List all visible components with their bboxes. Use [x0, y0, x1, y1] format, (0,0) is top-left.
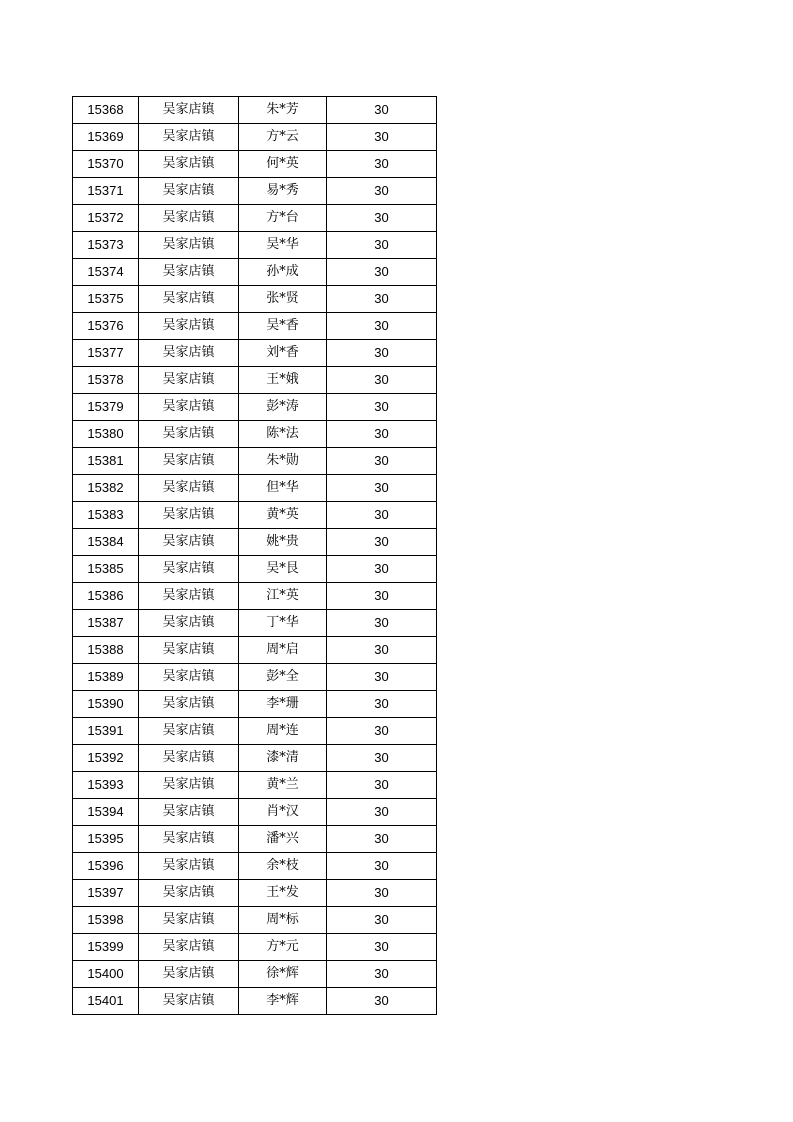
town-cell: 吴家店镇 [139, 664, 239, 691]
town-cell: 吴家店镇 [139, 772, 239, 799]
serial-number-cell: 15371 [73, 178, 139, 205]
person-name-cell: 但*华 [239, 475, 327, 502]
amount-cell: 30 [327, 610, 437, 637]
town-cell: 吴家店镇 [139, 907, 239, 934]
town-cell: 吴家店镇 [139, 988, 239, 1015]
table-row [73, 178, 437, 205]
amount-cell: 30 [327, 691, 437, 718]
table-row [73, 745, 437, 772]
town-cell: 吴家店镇 [139, 799, 239, 826]
town-cell: 吴家店镇 [139, 394, 239, 421]
town-cell: 吴家店镇 [139, 232, 239, 259]
amount-cell: 30 [327, 799, 437, 826]
amount-cell: 30 [327, 853, 437, 880]
person-name-cell: 彭*涛 [239, 394, 327, 421]
table-row [73, 637, 437, 664]
table-row [73, 394, 437, 421]
amount-cell: 30 [327, 961, 437, 988]
town-cell: 吴家店镇 [139, 637, 239, 664]
table-row [73, 205, 437, 232]
town-cell: 吴家店镇 [139, 475, 239, 502]
serial-number-cell: 15382 [73, 475, 139, 502]
amount-cell: 30 [327, 421, 437, 448]
serial-number-cell: 15379 [73, 394, 139, 421]
town-cell: 吴家店镇 [139, 583, 239, 610]
amount-cell: 30 [327, 286, 437, 313]
amount-cell: 30 [327, 259, 437, 286]
person-name-cell: 余*枝 [239, 853, 327, 880]
table-row [73, 853, 437, 880]
table-row [73, 799, 437, 826]
serial-number-cell: 15400 [73, 961, 139, 988]
table-row [73, 259, 437, 286]
serial-number-cell: 15384 [73, 529, 139, 556]
serial-number-cell: 15387 [73, 610, 139, 637]
person-name-cell: 张*贤 [239, 286, 327, 313]
person-name-cell: 江*英 [239, 583, 327, 610]
table-row [73, 475, 437, 502]
serial-number-cell: 15374 [73, 259, 139, 286]
person-name-cell: 王*娥 [239, 367, 327, 394]
table-row [73, 340, 437, 367]
person-name-cell: 方*元 [239, 934, 327, 961]
serial-number-cell: 15368 [73, 97, 139, 124]
serial-number-cell: 15372 [73, 205, 139, 232]
town-cell: 吴家店镇 [139, 610, 239, 637]
amount-cell: 30 [327, 97, 437, 124]
amount-cell: 30 [327, 664, 437, 691]
amount-cell: 30 [327, 880, 437, 907]
town-cell: 吴家店镇 [139, 448, 239, 475]
person-name-cell: 徐*辉 [239, 961, 327, 988]
amount-cell: 30 [327, 232, 437, 259]
town-cell: 吴家店镇 [139, 313, 239, 340]
table-row [73, 610, 437, 637]
town-cell: 吴家店镇 [139, 961, 239, 988]
table-row [73, 97, 437, 124]
serial-number-cell: 15383 [73, 502, 139, 529]
serial-number-cell: 15376 [73, 313, 139, 340]
town-cell: 吴家店镇 [139, 367, 239, 394]
person-name-cell: 孙*成 [239, 259, 327, 286]
amount-cell: 30 [327, 502, 437, 529]
amount-cell: 30 [327, 556, 437, 583]
amount-cell: 30 [327, 934, 437, 961]
serial-number-cell: 15389 [73, 664, 139, 691]
serial-number-cell: 15392 [73, 745, 139, 772]
person-name-cell: 易*秀 [239, 178, 327, 205]
person-name-cell: 朱*芳 [239, 97, 327, 124]
person-name-cell: 方*台 [239, 205, 327, 232]
person-name-cell: 方*云 [239, 124, 327, 151]
serial-number-cell: 15395 [73, 826, 139, 853]
amount-cell: 30 [327, 394, 437, 421]
serial-number-cell: 15369 [73, 124, 139, 151]
table-row [73, 826, 437, 853]
amount-cell: 30 [327, 151, 437, 178]
table-row [73, 448, 437, 475]
serial-number-cell: 15401 [73, 988, 139, 1015]
table-row [73, 961, 437, 988]
table-row [73, 583, 437, 610]
table-row [73, 988, 437, 1015]
town-cell: 吴家店镇 [139, 97, 239, 124]
serial-number-cell: 15377 [73, 340, 139, 367]
amount-cell: 30 [327, 529, 437, 556]
amount-cell: 30 [327, 205, 437, 232]
table-row [73, 691, 437, 718]
amount-cell: 30 [327, 448, 437, 475]
person-name-cell: 姚*贵 [239, 529, 327, 556]
serial-number-cell: 15390 [73, 691, 139, 718]
amount-cell: 30 [327, 583, 437, 610]
serial-number-cell: 15396 [73, 853, 139, 880]
person-name-cell: 黄*英 [239, 502, 327, 529]
data-table [72, 96, 437, 1015]
town-cell: 吴家店镇 [139, 745, 239, 772]
person-name-cell: 彭*全 [239, 664, 327, 691]
serial-number-cell: 15381 [73, 448, 139, 475]
town-cell: 吴家店镇 [139, 421, 239, 448]
person-name-cell: 何*英 [239, 151, 327, 178]
person-name-cell: 吴*华 [239, 232, 327, 259]
table-row [73, 529, 437, 556]
serial-number-cell: 15385 [73, 556, 139, 583]
person-name-cell: 潘*兴 [239, 826, 327, 853]
town-cell: 吴家店镇 [139, 178, 239, 205]
town-cell: 吴家店镇 [139, 934, 239, 961]
table-body [73, 97, 437, 1015]
town-cell: 吴家店镇 [139, 205, 239, 232]
person-name-cell: 吴*香 [239, 313, 327, 340]
person-name-cell: 吴*艮 [239, 556, 327, 583]
amount-cell: 30 [327, 637, 437, 664]
town-cell: 吴家店镇 [139, 286, 239, 313]
person-name-cell: 黄*兰 [239, 772, 327, 799]
table-row [73, 151, 437, 178]
amount-cell: 30 [327, 988, 437, 1015]
town-cell: 吴家店镇 [139, 151, 239, 178]
town-cell: 吴家店镇 [139, 502, 239, 529]
serial-number-cell: 15398 [73, 907, 139, 934]
serial-number-cell: 15375 [73, 286, 139, 313]
table-row [73, 367, 437, 394]
town-cell: 吴家店镇 [139, 691, 239, 718]
serial-number-cell: 15386 [73, 583, 139, 610]
town-cell: 吴家店镇 [139, 556, 239, 583]
table-row [73, 664, 437, 691]
person-name-cell: 周*连 [239, 718, 327, 745]
table-row [73, 880, 437, 907]
person-name-cell: 丁*华 [239, 610, 327, 637]
town-cell: 吴家店镇 [139, 853, 239, 880]
person-name-cell: 陈*法 [239, 421, 327, 448]
amount-cell: 30 [327, 745, 437, 772]
table-row [73, 718, 437, 745]
serial-number-cell: 15388 [73, 637, 139, 664]
person-name-cell: 周*启 [239, 637, 327, 664]
table-row [73, 232, 437, 259]
table-row [73, 556, 437, 583]
amount-cell: 30 [327, 718, 437, 745]
serial-number-cell: 15370 [73, 151, 139, 178]
table-row [73, 286, 437, 313]
person-name-cell: 李*辉 [239, 988, 327, 1015]
table-row [73, 772, 437, 799]
table-row [73, 934, 437, 961]
town-cell: 吴家店镇 [139, 124, 239, 151]
amount-cell: 30 [327, 367, 437, 394]
town-cell: 吴家店镇 [139, 826, 239, 853]
person-name-cell: 朱*勋 [239, 448, 327, 475]
amount-cell: 30 [327, 340, 437, 367]
amount-cell: 30 [327, 772, 437, 799]
town-cell: 吴家店镇 [139, 529, 239, 556]
serial-number-cell: 15391 [73, 718, 139, 745]
serial-number-cell: 15378 [73, 367, 139, 394]
serial-number-cell: 15397 [73, 880, 139, 907]
table-row [73, 502, 437, 529]
person-name-cell: 李*珊 [239, 691, 327, 718]
serial-number-cell: 15373 [73, 232, 139, 259]
town-cell: 吴家店镇 [139, 880, 239, 907]
town-cell: 吴家店镇 [139, 259, 239, 286]
person-name-cell: 周*标 [239, 907, 327, 934]
town-cell: 吴家店镇 [139, 718, 239, 745]
serial-number-cell: 15394 [73, 799, 139, 826]
amount-cell: 30 [327, 907, 437, 934]
table-row [73, 313, 437, 340]
amount-cell: 30 [327, 826, 437, 853]
amount-cell: 30 [327, 475, 437, 502]
town-cell: 吴家店镇 [139, 340, 239, 367]
person-name-cell: 肖*汉 [239, 799, 327, 826]
serial-number-cell: 15380 [73, 421, 139, 448]
serial-number-cell: 15393 [73, 772, 139, 799]
amount-cell: 30 [327, 124, 437, 151]
table-row [73, 124, 437, 151]
table-row [73, 907, 437, 934]
person-name-cell: 刘*香 [239, 340, 327, 367]
amount-cell: 30 [327, 178, 437, 205]
person-name-cell: 王*发 [239, 880, 327, 907]
amount-cell: 30 [327, 313, 437, 340]
serial-number-cell: 15399 [73, 934, 139, 961]
person-name-cell: 漆*清 [239, 745, 327, 772]
table-row [73, 421, 437, 448]
